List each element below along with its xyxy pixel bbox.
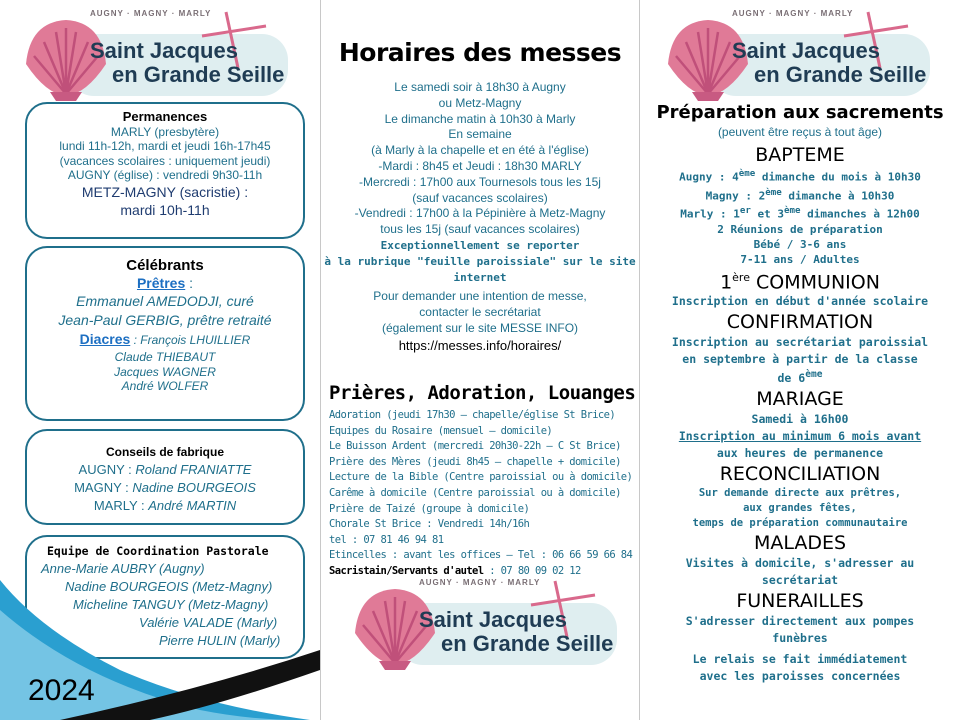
malades-details	[640, 555, 960, 589]
diacres-label: Diacres	[79, 331, 131, 347]
prayer-item: Lecture de la Bible (Centre paroissial ou à domicile)	[329, 471, 633, 484]
logo-line2: en Grande Seille	[112, 62, 285, 87]
mariage-title: MARIAGE	[756, 387, 844, 410]
schedule-line: ou Metz-Magny	[438, 95, 522, 110]
reconciliation-line: aux grandes fêtes,	[743, 501, 857, 514]
funerailles-line: Le relais se fait immédiatement	[692, 651, 908, 666]
funerailles-title: FUNERAILLES	[736, 589, 864, 612]
logo-line2: en Grande Seille	[754, 62, 927, 87]
bapteme-line: 7-11 ans / Adultes	[740, 252, 860, 266]
permanence-line: MARLY (presbytère)	[110, 124, 220, 139]
prayer-item: Prière de Taizé (groupe à domicile)	[329, 502, 530, 515]
schedule-line: (à Marly à la chapelle et en été à l'église)	[371, 143, 589, 158]
ecp-title: Equipe de Coordination Pastorale	[47, 544, 269, 558]
permanence-line: AUGNY (église) : vendredi 9h30-11h	[67, 168, 263, 182]
permanences-box	[25, 102, 305, 239]
funerailles-line: S'adresser directement aux pompes	[685, 613, 915, 628]
mariage-details	[640, 411, 960, 462]
logo-line1: Saint Jacques	[732, 38, 880, 63]
bapteme-marly: Marly : 1	[680, 207, 740, 221]
schedule-line: (sauf vacances scolaires)	[412, 190, 548, 205]
reconciliation-title: RECONCILIATION	[719, 462, 881, 485]
prayer-item: Adoration (jeudi 17h30 – chapelle/église St Brice)	[329, 409, 616, 421]
confirmation-details	[640, 334, 960, 386]
mariage-line: Samedi à 16h00	[751, 411, 849, 426]
permanence-line: (vacances scolaires : uniquement jeudi)	[59, 153, 271, 168]
bapteme-augny-rest: dimanche du mois à 10h30	[755, 170, 921, 184]
notice-line: Exceptionnellement se reporter	[380, 238, 580, 252]
bapteme-augny: Augny : 4	[679, 170, 739, 184]
bapteme-line: 2 Réunions de préparation	[717, 222, 883, 236]
ecp-member: Pierre HULIN (Marly)	[159, 633, 281, 648]
permanence-metz-hours: mardi 10h-11h	[120, 201, 210, 218]
sup-text: ème	[738, 168, 756, 179]
bapteme-title: BAPTEME	[755, 144, 845, 166]
ecp-member: Nadine BOURGEOIS (Metz-Magny)	[65, 579, 273, 594]
confirmation-line: Inscription au secrétariat paroissial	[671, 335, 929, 350]
mariage-line: Inscription au minimum 6 mois avant	[678, 428, 922, 443]
bapteme-line: Bébé / 3-6 ans	[753, 237, 847, 251]
bapteme-details	[640, 166, 960, 267]
parish-logo	[658, 6, 938, 101]
masses-url[interactable]: https://messes.info/horaires/	[398, 337, 562, 353]
communion-text: Inscription en début d'année scolaire	[671, 294, 929, 309]
fabrique-place: AUGNY :	[78, 462, 136, 477]
left-panel	[0, 0, 320, 720]
confirmation-title: CONFIRMATION	[726, 311, 874, 334]
fabrique-place: MARLY :	[93, 498, 149, 513]
sacristain-label: Sacristain/Servants d'autel	[329, 564, 484, 577]
schedule-line: -Vendredi : 17h00 à la Pépinière à Metz-Magny	[354, 206, 606, 221]
fabrique-name: Roland FRANIATTE	[135, 462, 252, 477]
ecp-member: Anne-Marie AUBRY (Augny)	[41, 561, 205, 576]
schedule-line: -Mercredi : 17h00 aux Tournesols tous les 15j	[359, 174, 601, 189]
reconciliation-line: temps de préparation communautaire	[692, 516, 908, 529]
intent-line: contacter le secrétariat	[419, 305, 541, 320]
malades-line: secrétariat	[761, 572, 839, 587]
sup-text: ème	[805, 369, 823, 381]
prayer-item: Le Buisson Ardent (mercredi 20h30-22h – C St Brice)	[329, 440, 621, 453]
sup-text: ème	[765, 186, 782, 198]
intent-line: Pour demander une intention de messe,	[373, 289, 587, 304]
permanences-title: Permanences	[122, 109, 208, 124]
bapteme-magny: Magny : 2	[705, 189, 766, 203]
pretres-label: Prêtres	[136, 275, 186, 291]
malades-line: Visites à domicile, s'adresser au	[685, 555, 915, 570]
reconciliation-line: Sur demande directe aux prêtres,	[698, 486, 902, 499]
fabrique-box	[25, 429, 305, 525]
prayer-item: Carême à domicile (Centre paroissial ou à domicile)	[329, 486, 621, 499]
celebrants-box	[25, 246, 305, 421]
ecp-member: Micheline TANGUY (Metz-Magny)	[73, 597, 269, 612]
funerailles-details	[640, 613, 960, 685]
priest-name: Emmanuel AMEDODJI, curé	[76, 293, 254, 309]
confirmation-line: en septembre à partir de la classe	[682, 351, 918, 366]
confirmation-line: de 6	[777, 371, 806, 386]
sacristain-tel: : 07 80 09 02 12	[483, 564, 581, 577]
bapteme-marly-rest: dimanches à 12h00	[800, 207, 920, 221]
logo-villages: AUGNY · MAGNY · MARLY	[732, 9, 854, 18]
permanence-metz: METZ-MAGNY (sacristie) :	[81, 183, 249, 200]
sacraments-title: Préparation aux sacrements	[656, 102, 944, 123]
priest-name: Jean-Paul GERBIG, prêtre retraité	[58, 312, 272, 328]
deacon-name: : François LHUILLIER	[130, 333, 251, 347]
sup-text: ème	[784, 205, 801, 217]
fabrique-title: Conseils de fabrique	[105, 445, 225, 459]
parish-logo	[16, 6, 296, 101]
notice-line: à la rubrique "feuille paroissiale" sur le site	[324, 254, 636, 268]
sacraments-subtitle: (peuvent être reçus à tout âge)	[717, 125, 883, 139]
celebrants-title: Célébrants	[126, 257, 204, 274]
notice-line: internet	[453, 270, 507, 284]
mariage-line: aux heures de permanence	[716, 445, 884, 460]
funerailles-line: funèbres	[772, 630, 828, 645]
sup-text: ère	[732, 270, 750, 284]
middle-panel	[320, 0, 640, 720]
fabrique-place: MAGNY :	[74, 480, 133, 495]
fabrique-name: André MARTIN	[148, 498, 237, 513]
year: 2024	[28, 674, 95, 707]
prayer-item: tel : 07 81 46 94 81	[329, 533, 444, 546]
masses-title: Horaires des messes	[338, 38, 622, 67]
permanence-line: lundi 11h-12h, mardi et jeudi 16h-17h45	[59, 139, 271, 153]
pretres-colon: :	[185, 275, 194, 291]
bapteme-marly-mid: et 3	[750, 207, 784, 221]
deacon-name: Claude THIEBAUT	[114, 350, 216, 364]
deacon-name: Jacques WAGNER	[114, 364, 216, 379]
communion-title	[640, 267, 960, 293]
schedule-line: En semaine	[448, 127, 512, 142]
parish-logo	[345, 575, 625, 670]
funerailles-line: avec les paroisses concernées	[699, 668, 901, 683]
prayer-item: Equipes du Rosaire (mensuel – domicile)	[329, 424, 553, 437]
deacon-name: André WOLFER	[121, 379, 209, 393]
communion-word: COMMUNION	[749, 271, 880, 294]
fabrique-name: Nadine BOURGEOIS	[132, 480, 256, 495]
logo-line1: Saint Jacques	[90, 38, 238, 63]
communion-num: 1	[720, 271, 733, 294]
prayer-item: Chorale St Brice : Vendredi 14h/16h	[329, 518, 530, 531]
bapteme-magny-rest: dimanche à 10h30	[781, 189, 895, 203]
schedule-line: Le samedi soir à 18h30 à Augny	[394, 80, 566, 94]
intent-line: (également sur le site MESSE INFO)	[381, 320, 579, 335]
ecp-member: Valérie VALADE (Marly)	[139, 615, 278, 630]
right-panel	[640, 0, 960, 720]
prayer-item: Etincelles : avant les offices – Tel : 06 66 59 66 84	[329, 549, 633, 562]
prayers-list	[329, 408, 639, 580]
schedule-line: tous les 15j (sauf vacances scolaires)	[380, 222, 580, 237]
sup-text: er	[739, 205, 751, 217]
masses-schedule	[321, 80, 639, 355]
malades-title: MALADES	[753, 531, 847, 554]
prayers-title: Prières, Adoration, Louanges	[329, 382, 636, 404]
sacraments-section	[640, 102, 960, 685]
logo-villages: AUGNY · MAGNY · MARLY	[90, 9, 212, 18]
prayer-item: Prière des Mères (jeudi 8h45 – chapelle + domicile)	[329, 455, 621, 468]
logo-line2: en Grande Seille	[441, 631, 614, 656]
schedule-line: Le dimanche matin à 10h30 à Marly	[384, 111, 576, 126]
reconciliation-details	[640, 486, 960, 531]
logo-villages: AUGNY · MAGNY · MARLY	[419, 578, 541, 587]
schedule-line: -Mardi : 8h45 et Jeudi : 18h30 MARLY	[378, 158, 582, 173]
logo-line1: Saint Jacques	[419, 607, 567, 632]
